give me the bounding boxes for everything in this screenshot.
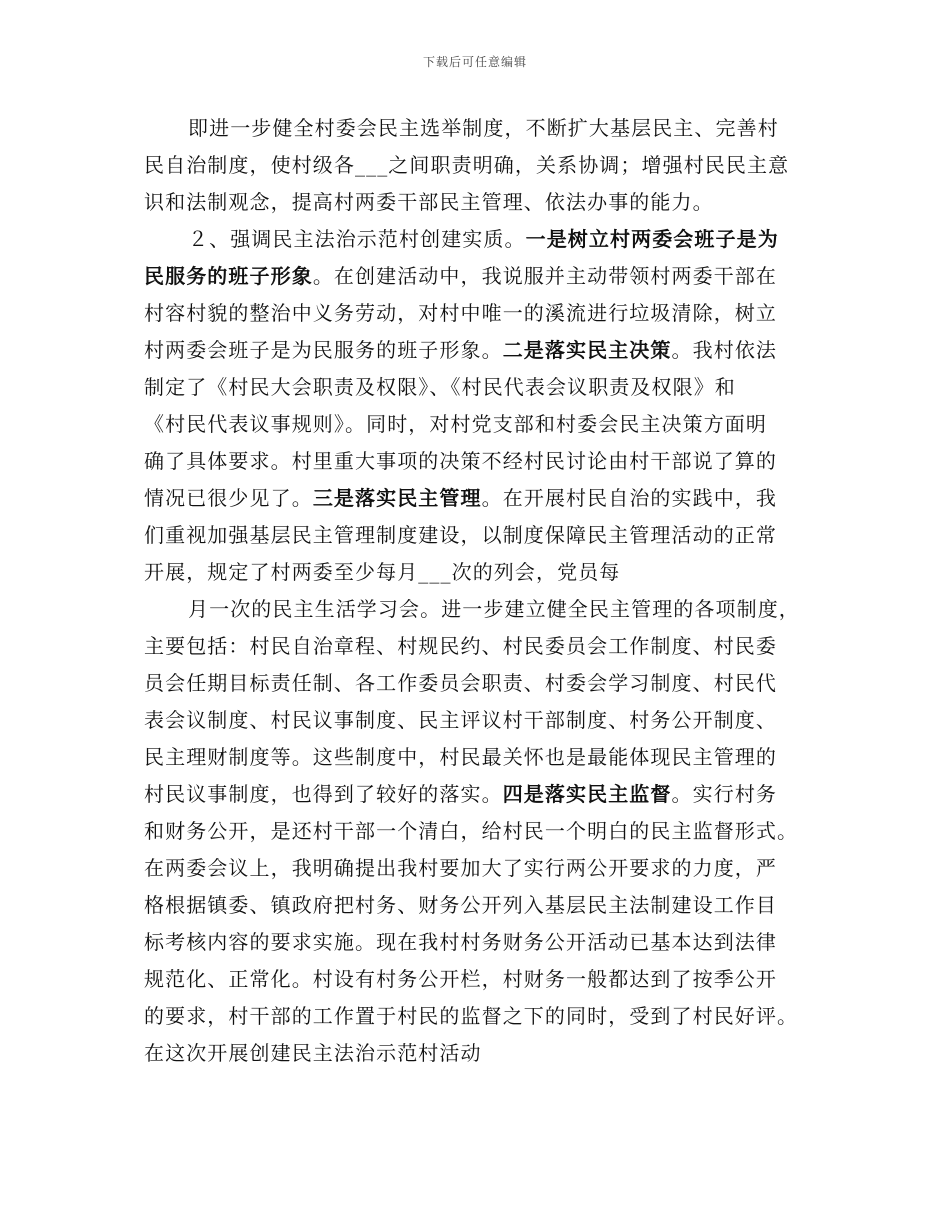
text-run: 民主理财制度等。这些制度中，村民最关怀也是最能体现民主管理的 <box>144 745 777 769</box>
text-run: 在这次开展创建民主法治示范村活动 <box>144 1041 482 1065</box>
text-run: 民自治制度，使村级各___之间职责明确，关系协调；增强村民民主意 <box>144 153 790 177</box>
bold-heading-run: 民服务的班子形象 <box>144 264 313 288</box>
bold-heading-run: 二是落实民主决策 <box>502 338 672 362</box>
paragraph-line <box>144 295 812 332</box>
text-run: 们重视加强基层民主管理制度建设，以制度保障民主管理活动的正常 <box>144 523 777 547</box>
paragraph-line <box>144 628 812 665</box>
text-run: 村两委会班子是为民服务的班子形象。 <box>144 338 503 362</box>
paragraph-line <box>144 443 812 480</box>
paragraph-line <box>144 739 812 776</box>
text-run: 格根据镇委、镇政府把村务、财务公开列入基层民主法制建设工作目 <box>144 893 777 917</box>
text-run: 规范化、正常化。村设有村务公开栏，村财务一般都达到了按季公开 <box>144 967 777 991</box>
paragraph-line <box>144 147 812 184</box>
bold-heading-run: 一是树立村两委会班子是为 <box>525 227 779 251</box>
paragraph-line <box>144 554 812 591</box>
text-run: 制定了《村民大会职责及权限》、《村民代表会议职责及权限》和 <box>144 375 736 399</box>
text-run: 员会任期目标责任制、各工作委员会职责、村委会学习制度、村民代 <box>144 671 777 695</box>
paragraph-line <box>144 924 812 961</box>
bold-heading-run: 三是落实民主管理 <box>312 486 482 510</box>
text-run: 。我村依法 <box>671 338 778 362</box>
text-run: 表会议制度、村民议事制度、民主评议村干部制度、村务公开制度、 <box>144 708 777 732</box>
text-run: 在两委会议上，我明确提出我村要加大了实行两公开要求的力度，严 <box>144 856 777 880</box>
paragraph-line <box>144 369 812 406</box>
bold-heading-run: 四是落实民主监督 <box>502 782 672 806</box>
text-run: 开展，规定了村两委至少每月___次的列会，党员每 <box>144 560 621 584</box>
text-run: 标考核内容的要求实施。现在我村村务财务公开活动已基本达到法律 <box>144 930 777 954</box>
text-run: 。在创建活动中，我说服并主动带领村两委干部在 <box>312 264 778 288</box>
body-text <box>144 110 812 1072</box>
paragraph-line <box>144 850 812 887</box>
text-run: ２、强调民主法治示范村创建实质。 <box>188 227 526 251</box>
text-run: 的要求，村干部的工作置于村民的监督之下的同时，受到了村民好评。 <box>144 1004 799 1028</box>
paragraph-line <box>144 332 812 369</box>
header-note: 下载后可任意编辑 <box>422 55 527 69</box>
text-run: 和财务公开，是还村干部一个清白，给村民一个明白的民主监督形式。 <box>144 819 799 843</box>
paragraph-line <box>144 258 812 295</box>
text-run: 即进一步健全村委会民主选举制度，不断扩大基层民主、完善村 <box>188 116 779 140</box>
paragraph-line <box>144 591 812 628</box>
text-run: 情况已很少见了。 <box>144 486 313 510</box>
paragraph-line <box>144 480 812 517</box>
paragraph-line <box>144 221 812 258</box>
paragraph-line <box>144 665 812 702</box>
paragraph-line <box>144 776 812 813</box>
text-run: 识和法制观念，提高村两委干部民主管理、依法办事的能力。 <box>144 190 714 214</box>
text-run: 村民议事制度，也得到了较好的落实。 <box>144 782 503 806</box>
text-run: 确了具体要求。村里重大事项的决策不经村民讨论由村干部说了算的 <box>144 449 777 473</box>
text-run: 月一次的民主生活学习会。进一步建立健全民主管理的各项制度， <box>188 597 800 621</box>
paragraph-line <box>144 961 812 998</box>
paragraph-line <box>144 887 812 924</box>
text-run: 主要包括：村民自治章程、村规民约、村民委员会工作制度、村民委 <box>144 634 777 658</box>
text-run: 。在开展村民自治的实践中，我 <box>481 486 778 510</box>
paragraph-line <box>144 813 812 850</box>
text-run: 村容村貌的整治中义务劳动，对村中唯一的溪流进行垃圾清除，树立 <box>144 301 777 325</box>
paragraph-line <box>144 998 812 1035</box>
text-run: 《村民代表议事规则》。同时，对村党支部和村委会民主决策方面明 <box>144 412 767 436</box>
text-run: 。实行村务 <box>671 782 778 806</box>
paragraph-line <box>144 517 812 554</box>
paragraph-line <box>144 110 812 147</box>
paragraph-line <box>144 184 812 221</box>
paragraph-line <box>144 702 812 739</box>
paragraph-line <box>144 1035 812 1072</box>
paragraph-line <box>144 406 812 443</box>
